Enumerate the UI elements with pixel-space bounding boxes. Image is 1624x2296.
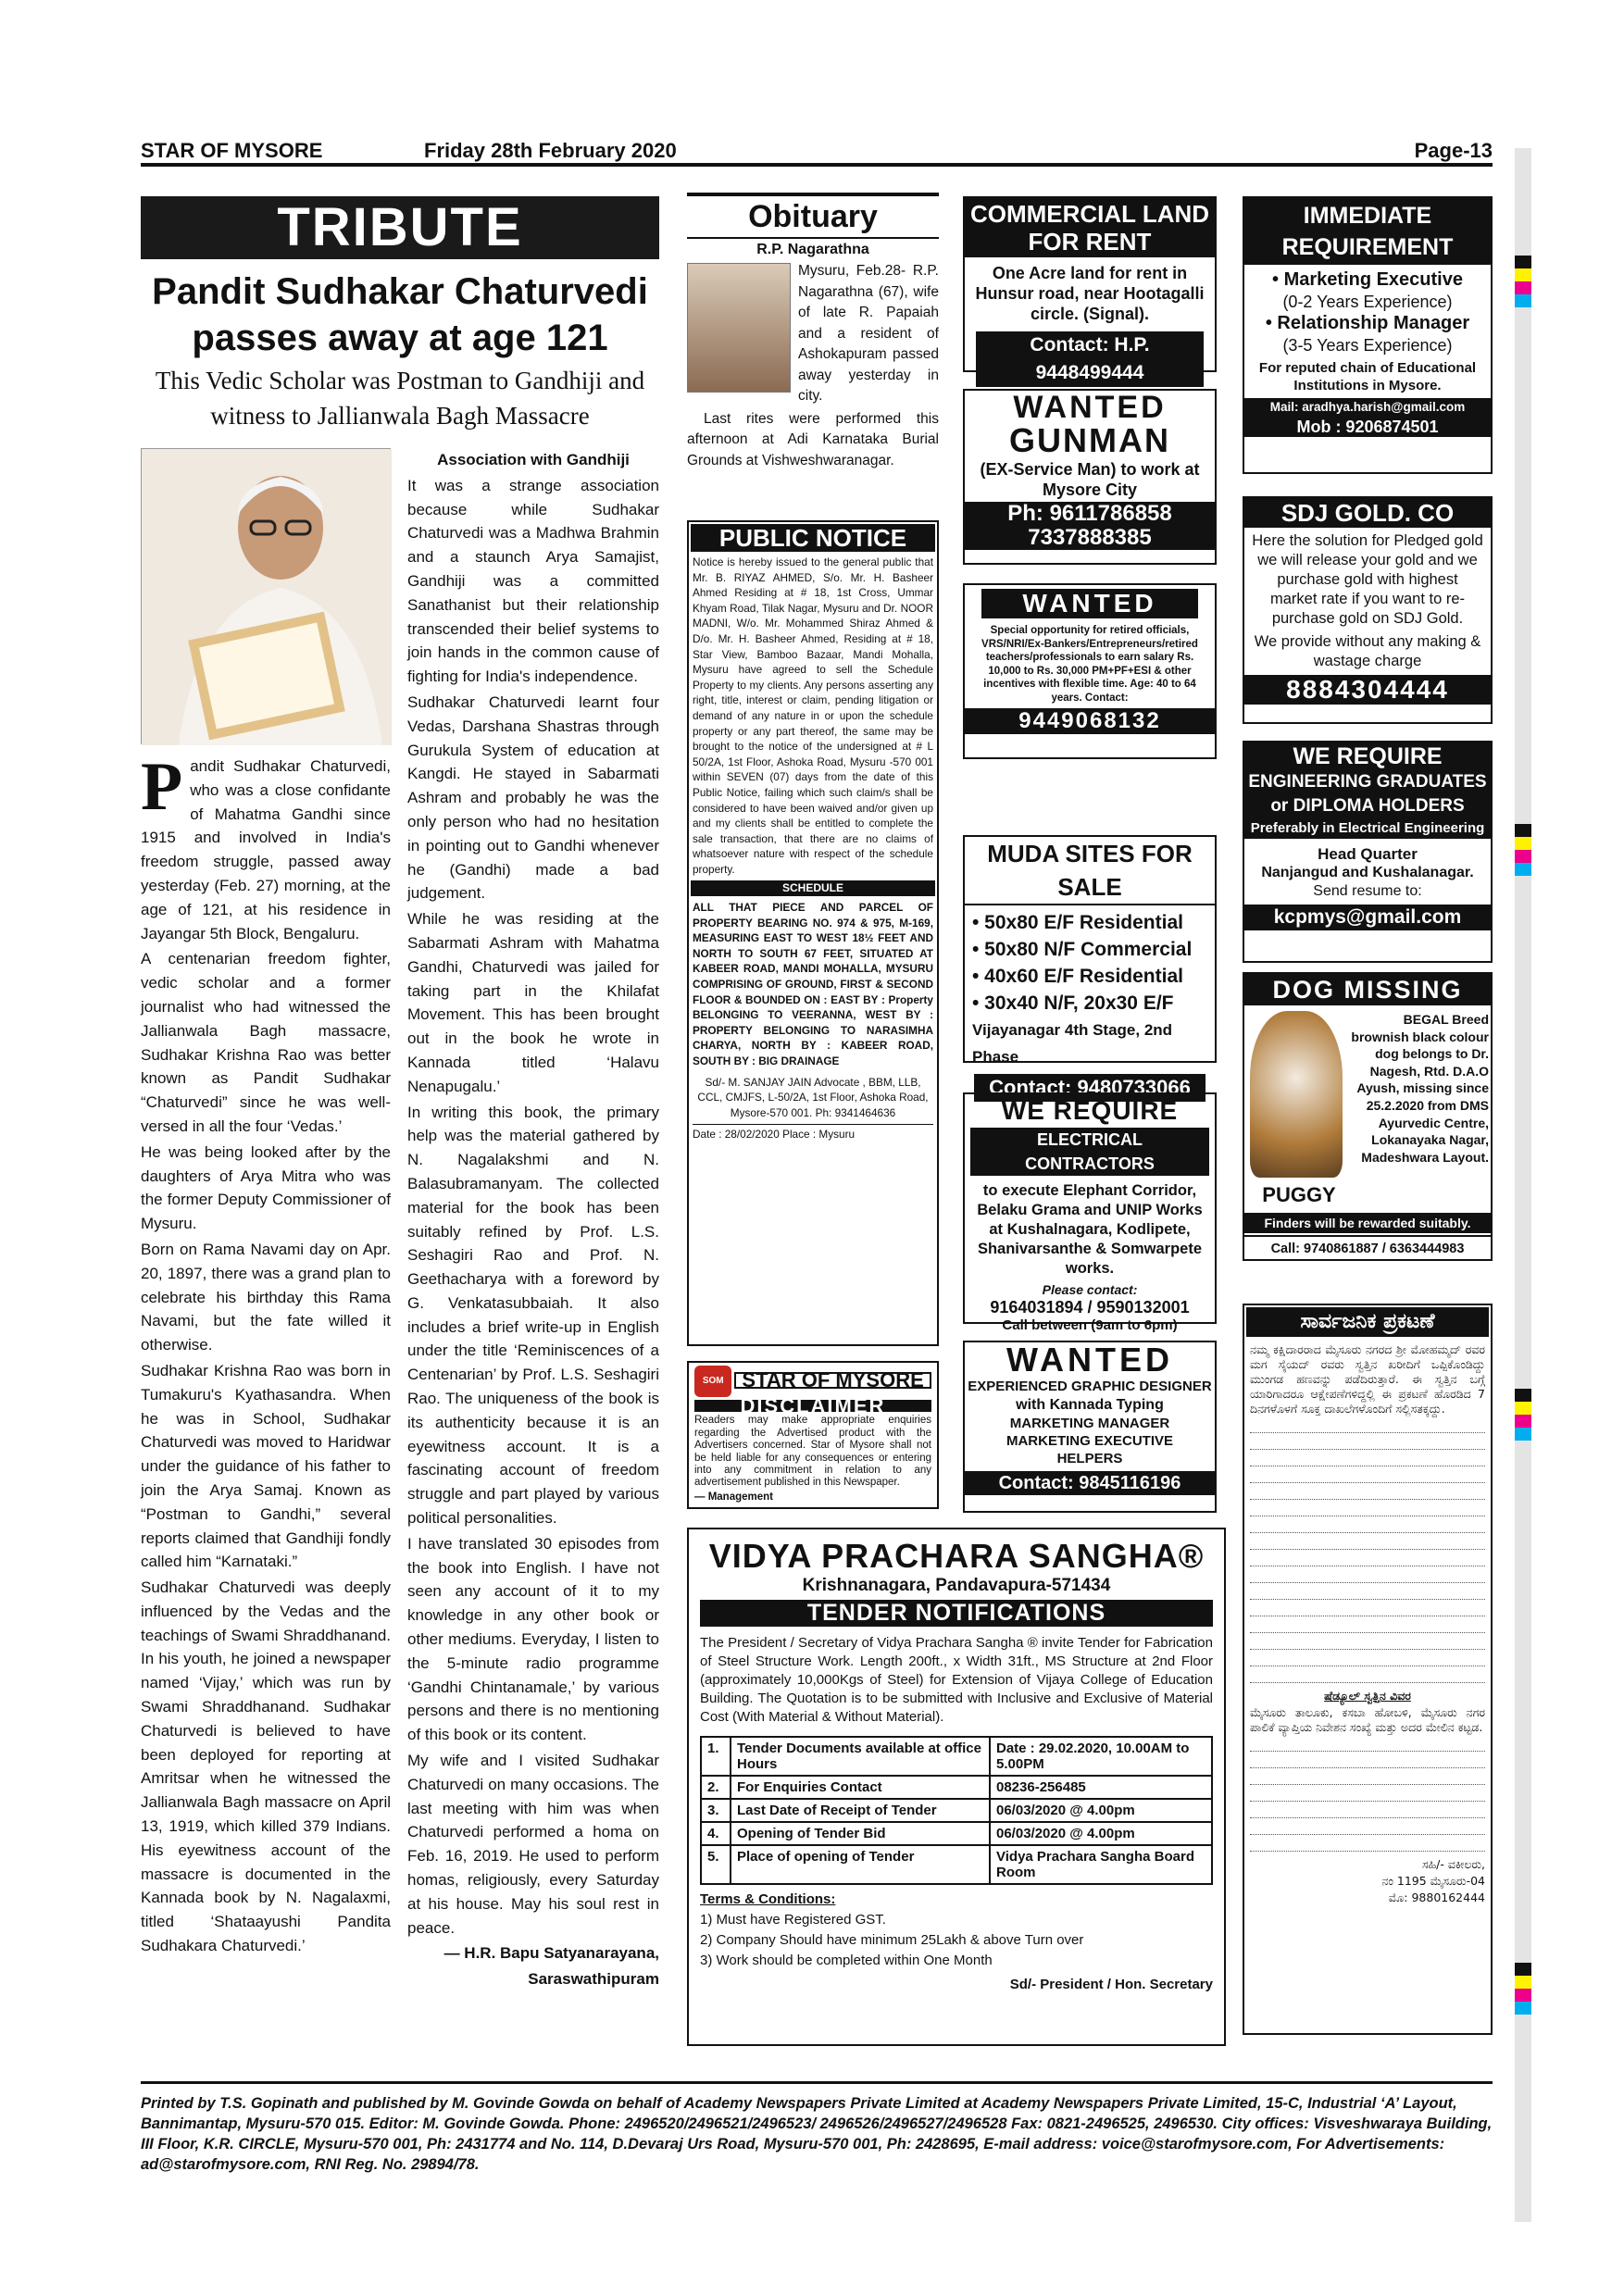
tender-banner: TENDER NOTIFICATIONS xyxy=(700,1600,1213,1627)
row-value: 06/03/2020 @ 4.00pm xyxy=(990,1799,1212,1822)
obituary-name: R.P. Nagarathna xyxy=(756,242,869,257)
tender-table xyxy=(700,1736,1213,1885)
ad-immediate-title: IMMEDIATE REQUIREMENT xyxy=(1244,198,1491,265)
kannada-schedule-title: ಷೆಡ್ಯೂಲ್ ಸ್ವತ್ತಿನ ವಿವರ xyxy=(1324,1689,1411,1703)
ad-dog-name: PUGGY xyxy=(1262,1183,1336,1206)
tribute-column-1 xyxy=(141,749,391,1960)
ad-land-body: One Acre land for rent in Hunsur road, near Hootagalli circle. (Signal). xyxy=(975,264,1205,323)
obituary-photo xyxy=(687,263,791,393)
schedule-body: ALL THAT PIECE AND PARCEL OF PROPERTY BEARING NO. 974 & 975, M-169, MEASURING EAST TO WEST 18½ FEET AND NORTH TO SOUTH 67 FEET, SITUATED AT KABEER ROAD, MANDI MOHALLA, MYSURU COMPRISING OF GROUND, FIRST & SECOND FLOOR & BOUNDED ON : EAST BY : Property BELONGING TO VEERANNA, WEST BY : PROPERTY BELONGING TO NARASIMHA CHARYA, NORTH BY : KABEER ROAD, SOUTH BY : BIG DRAINAGE xyxy=(693,901,933,1067)
ad-wanted-gunman xyxy=(963,389,1217,565)
ad-gold-body: Here the solution for Pledged gold we will release your gold and we purchase gold with highest market rate if you want to re-purchase gold on SDJ Gold. xyxy=(1252,532,1483,627)
disclaimer-body: Readers may make appropriate enquiries regarding the Advertised product with the Advertisers concerned. Star of Mysore shall not be held liable for any consequences or entering into any commitment in relation to any advertisement published in this Newspaper. xyxy=(694,1415,931,1489)
author-place: Saraswathipuram xyxy=(528,1970,659,1989)
page-number: Page-13 xyxy=(1414,139,1493,162)
disclaimer-brand: STAR OF MYSORE xyxy=(734,1372,931,1388)
issue-date: Friday 28th February 2020 xyxy=(424,139,677,162)
star-of-mysore-logo: SOM xyxy=(694,1366,731,1397)
row-number: 3. xyxy=(701,1799,731,1822)
tribute-deck: This Vedic Scholar was Postman to Gandhiji and witness to Jallianwala Bagh Massacre xyxy=(155,367,645,430)
ad-commercial-land xyxy=(963,196,1217,383)
kannada-address: ನಂ 1195 ಮೈಸೂರು-04 xyxy=(1381,1874,1485,1888)
term-item: 1) Must have Registered GST. xyxy=(700,1912,886,1928)
ad-officials-title: WANTED xyxy=(981,589,1198,618)
tribute-paragraph: Sudhakar Chaturvedi was deeply influenced by the Vedas and the teachings of Swami Shraddhanand. In his youth, he joined a newspaper named ‘Vijay,’ which was run by Swami Shraddhanand. Sudhakar Chaturvedi is believed to have been deployed for reporting at Amritsar when he witnessed the Jallianwala Bagh massacre on April 13, 1919, which killed 379 Indians. His eyewitness account of the massacre is documented in the Kannada book by N. Nagalaxmi, titled ‘Shataayushi Pandita Sudhakara Chaturvedi.’ xyxy=(141,1578,391,1955)
tender-sign: Sd/- President / Hon. Secretary xyxy=(1009,1977,1213,1992)
ad-gunman-phone1: Ph: 9611786858 xyxy=(965,502,1215,526)
obituary-body: Mysuru, Feb.28- R.P. Nagarathna (67), wife of late R. Papaiah and a resident of Ashokapuram passed away yesterday in city. xyxy=(798,263,939,404)
ad-dog-reward: Finders will be rewarded suitably. xyxy=(1244,1213,1491,1233)
public-notice-title: PUBLIC NOTICE xyxy=(691,524,935,552)
ad-electrical-hours: Call between (9am to 6pm) xyxy=(1002,1317,1178,1333)
ad-electrical-phones: 9164031894 / 9590132001 xyxy=(990,1298,1190,1316)
obituary-title: Obituary xyxy=(687,193,939,239)
ad-electrical-contractors xyxy=(963,1092,1217,1333)
tribute-headline: Pandit Sudhakar Chaturvedi passes away at age 121 xyxy=(152,271,648,358)
tribute-paragraph: Sudhakar Chaturvedi learnt four Vedas, Darshana Shastras through Gurukula System of education at Kangdi. He stayed in Sabarmati Ashram and probably he was the only person who had no hesitation in pointing out to Gandhi whenever he (Gandhi) made a bad judgement. xyxy=(407,693,659,903)
row-item: Opening of Tender Bid xyxy=(731,1822,990,1845)
registration-mark xyxy=(1515,256,1531,268)
tender-org: VIDYA PRACHARA SANGHA® xyxy=(708,1537,1205,1575)
ad-wanted-graphic-designer xyxy=(963,1341,1217,1513)
disclaimer-sign: — Management xyxy=(694,1491,773,1503)
row-item: Place of opening of Tender xyxy=(731,1845,990,1884)
ad-muda-item: • 30x40 N/F, 20x30 E/F xyxy=(972,992,1174,1014)
registration-mark xyxy=(1515,837,1531,850)
tribute-paragraph: I have translated 30 episodes from the book into English. I have not seen any account of it to my knowledge in any other book or other mediums. Everyday, I listen to the 5-minute radio programme ‘Gandhi Chintanamale,’ by various persons and there is no mentioning of this book or its content. xyxy=(407,1534,659,1744)
registration-mark xyxy=(1515,1989,1531,2002)
table-row xyxy=(701,1776,1212,1799)
row-value: 06/03/2020 @ 4.00pm xyxy=(990,1822,1212,1845)
ad-immediate-role1: • Marketing Executive xyxy=(1272,269,1463,290)
ad-officials-body: Special opportunity for retired officials, VRS/NRI/Ex-Bankers/Entrepreneurs/retired teachers/professionals to earn salary Rs. 10,000 to Rs. 30,000 PM+PF+ESI & other incentives with flexible time. Age: 40 to 64 years. Contact: xyxy=(981,625,1198,704)
registration-mark xyxy=(1515,1428,1531,1441)
tribute-paragraph: It was a strange association because while Sudhakar Chaturvedi was a Madhwa Brahmin and a staunch Arya Samajist, Gandhiji was a committed Sanathanist but their relationship transcended their belief systems to join hands in the common cause of fighting for India's independence. xyxy=(407,476,659,686)
ad-immediate-exp2: (3-5 Years Experience) xyxy=(1282,336,1453,355)
table-row xyxy=(701,1737,1212,1776)
row-item: Tender Documents available at office Hours xyxy=(731,1737,990,1776)
dog-photo xyxy=(1250,1011,1343,1178)
imprint-footer: Printed by T.S. Gopinath and published by M. Govinde Gowda on behalf of Academy Newspapers Private Limited at Academy Newspapers Private Limited, 15-C, Industrial ‘A’ Layout, Bannimantap, Mysuru-570 015. Editor: M. Govinde Gowda. Phone: 2496520/2496521/2496523/ 2496526/2496527/2496528 Fax: 0821-2496525, 2496530. City offices: Visveshwaraya Building, III Floor, K.R. CIRCLE, Mysuru-570 001, Ph: 2431774 and No. 114, D.Devaraj Urs Road, Mysuru-570 001, Ph: 2428695, E-mail address: voice@starofmysore.com, For Advertisements: ad@starofmysore.com, RNI Reg. No. 29894/78. xyxy=(141,2081,1493,2175)
ad-dog-body: BEGAL Breed brownish black colour dog belongs to Dr. Nagesh, Rtd. D.A.O Ayush, missing since 25.2.2020 from DMS Ayurvedic Centre, Lokanayaka Nagar, Madeshwara Layout. xyxy=(1351,1012,1489,1165)
ad-gold-phone: 8884304444 xyxy=(1244,675,1491,705)
page-header xyxy=(141,139,1493,167)
ad-graphic-line5: HELPERS xyxy=(1056,1451,1123,1466)
disclaimer-box xyxy=(687,1361,939,1509)
ad-officials-phone: 9449068132 xyxy=(965,708,1215,734)
ad-muda-item: • 50x80 N/F Commercial xyxy=(972,939,1193,960)
ad-immediate-exp1: (0-2 Years Experience) xyxy=(1282,293,1453,311)
ad-immediate-requirement xyxy=(1243,196,1493,474)
ad-muda-title: MUDA SITES FOR SALE xyxy=(965,837,1215,905)
obituary-rites: Last rites were performed this afternoon at Adi Karnataka Burial Grounds at Vishweshwaranagar. xyxy=(687,410,939,468)
author-name: — H.R. Bapu Satyanarayana, xyxy=(443,1944,659,1963)
row-number: 4. xyxy=(701,1822,731,1845)
ad-electrical-title1: WE REQUIRE xyxy=(1001,1096,1179,1125)
ad-engineering-email: kcpmys@gmail.com xyxy=(1244,905,1491,930)
ad-gunman-title2: GUNMAN xyxy=(1009,421,1170,459)
tribute-banner: TRIBUTE xyxy=(141,196,659,259)
kannada-phone: ಮೊ: 9880162444 xyxy=(1388,1890,1485,1904)
ad-gunman-phone2: 7337888385 xyxy=(965,526,1215,550)
ad-graphic-line2: with Kannada Typing xyxy=(1016,1397,1164,1413)
advocate-signature: Sd/- M. SANJAY JAIN Advocate , BBM, LLB, CCL, CMJFS, L-50/2A, 1st Floor, Ashoka Road, Mysore-570 001. Ph: 9341464636 xyxy=(697,1075,929,1119)
ad-muda-item: • 50x80 E/F Residential xyxy=(972,912,1183,933)
tribute-paragraph: Born on Rama Navami day on Apr. 20, 1897, there was a grand plan to celebrate his birthday this Rama Navami, but the fate willed it otherwise. xyxy=(141,1240,391,1354)
tribute-paragraph: While he was residing at the Sabarmati Ashram with Mahatma Gandhi, Chaturvedi was jailed for taking part in the Khilafat Movement. This has been brought out in the book he wrote in Kannada titled ‘Halavu Nenapugalu.’ xyxy=(407,910,659,1095)
paper-name: STAR OF MYSORE xyxy=(141,139,323,162)
row-value: Vidya Prachara Sangha Board Room xyxy=(990,1845,1212,1884)
ad-graphic-line1: EXPERIENCED GRAPHIC DESIGNER xyxy=(968,1379,1212,1394)
tribute-paragraph: andit Sudhakar Chaturvedi, who was a close confidante of Mahatma Gandhi since 1915 and involved in India's freedom struggle, passed away yesterday (Feb. 27) morning, at the age of 121, at his residence in Jayangar 5th Block, Bengaluru. xyxy=(141,757,391,942)
ad-sdj-gold xyxy=(1243,496,1493,724)
tender-intro: The President / Secretary of Vidya Prachara Sangha ® invite Tender for Fabrication of Steel Structure Work. Length 200ft., x Width 31ft., MS Structure at 2nd Floor (approximately 10,000Kgs of Steel) for Extension of Vijaya College of Education Building. The Quotation is to be submitted with Inclusive and Exclusive of Material Cost (With Material & Without Material). xyxy=(700,1635,1213,1725)
ad-gold-body2: We provide without any making & wastage charge xyxy=(1254,633,1481,669)
ad-graphic-line4: MARKETING EXECUTIVE xyxy=(1006,1433,1173,1449)
ad-muda-item: • 40x60 E/F Residential xyxy=(972,966,1183,987)
row-item: For Enquiries Contact xyxy=(731,1776,990,1799)
kannada-sign: ಸಹಿ/- ವಕೀಲರು, xyxy=(1421,1857,1485,1871)
ad-engineering-hq: Head Quarter xyxy=(1318,845,1418,863)
schedule-label: SCHEDULE xyxy=(691,880,935,896)
registration-mark xyxy=(1515,2002,1531,2015)
registration-strip xyxy=(1515,148,1531,2222)
registration-mark xyxy=(1515,1976,1531,1989)
ad-dog-title: DOG MISSING xyxy=(1244,974,1491,1005)
ad-muda-contact: Contact: 9480733066 xyxy=(974,1074,1206,1102)
ad-electrical-contact-label: Please contact: xyxy=(1042,1282,1138,1297)
public-notice xyxy=(687,520,939,1346)
registration-mark xyxy=(1515,281,1531,294)
tribute-paragraph: Sudhakar Krishna Rao was born in Tumakuru's Kyathasandra. When he was in School, Sudhakar Chaturvedi was moved to Haridwar under the guidance of his father to join the Arya Samaj. Known as “Postman to Gandhi,” several reports claimed that Gandhiji fondly called him “Karnataki.” xyxy=(141,1361,391,1571)
ad-engineering-graduates xyxy=(1243,741,1493,963)
tribute-paragraph: A centenarian freedom fighter, vedic scholar and a former journalist who had witnessed the Jallianwala Bagh massacre, Sudhakar Krishna Rao was better known as Pandit Sudhakar “Chaturvedi” since he was well-versed in all the four ‘Vedas.’ xyxy=(141,950,391,1135)
ad-immediate-role2: • Relationship Manager xyxy=(1265,313,1470,333)
kannada-notice-title: ಸಾರ್ವಜನಿಕ ಪ್ರಕಟಣೆ xyxy=(1246,1307,1489,1337)
row-item: Last Date of Receipt of Tender xyxy=(731,1799,990,1822)
registration-mark xyxy=(1515,850,1531,863)
tribute-paragraph: He was being looked after by the daughters of Arya Mitra who was the former Deputy Commissioner of Mysuru. xyxy=(141,1142,391,1233)
tribute-paragraph: In writing this book, the primary help was the material gathered by N. Nagalakshmi and N. Balasubramanyam. The collected material for the book has been suitably refined by Prof. L.S. Seshagiri Rao and Prof. N. Geethacharya with a foreword by G. Venkatasubbaiah. It also includes a brief write-up in English under the title ‘Reminiscences of a Centenarian’ by Prof. L.S. Seshagiri Rao. The uniqueness of the book is its authenticity because it is an eyewitness account. It is a fascinating account of freedom struggle and part played by various political personalities. xyxy=(407,1103,659,1528)
table-row xyxy=(701,1799,1212,1822)
kannada-public-notice xyxy=(1243,1304,1493,2035)
notice-date: Date : 28/02/2020 Place : Mysuru xyxy=(693,1124,933,1142)
ad-immediate-mob: Mob : 9206874501 xyxy=(1244,417,1491,437)
registration-mark xyxy=(1515,1415,1531,1428)
ad-dog-call: Call: 9740861887 / 6363444983 xyxy=(1244,1235,1491,1261)
tribute-portrait-photo xyxy=(141,448,391,744)
ad-land-title: COMMERCIAL LAND FOR RENT xyxy=(965,198,1215,257)
ad-engineering-title3: or DIPLOMA HOLDERS xyxy=(1244,794,1491,818)
terms-title: Terms & Conditions: xyxy=(700,1891,836,1907)
ad-gunman-title1: WANTED xyxy=(1013,390,1167,425)
registration-mark xyxy=(1515,1389,1531,1402)
registration-mark xyxy=(1515,294,1531,307)
table-row xyxy=(701,1822,1212,1845)
ad-muda-sites xyxy=(963,835,1217,1099)
ad-graphic-title: WANTED xyxy=(1006,1341,1173,1379)
ad-gunman-body: (EX-Service Man) to work at Mysore City xyxy=(980,460,1200,499)
kannada-notice-body: ನಮ್ಮ ಕಕ್ಷಿದಾರರಾದ ಮೈಸೂರು ನಗರದ ಶ್ರೀ ಮೋಹಮ್ಮದ್ ರವರ ಮಗ ಸೈಯದ್ ರವರು ಸ್ವತ್ತಿನ ಖರೀದಿಗೆ ಒಪ್ಪಿಕೊಂಡಿದ್ದು ಮುಂಗಡ ಹಣವನ್ನು ಪಡೆದಿರುತ್ತಾರೆ. ಈ ಸ್ವತ್ತಿನ ಬಗ್ಗೆ ಯಾರಿಗಾದರೂ ಆಕ್ಷೇಪಣೆಗಳಿದ್ದಲ್ಲಿ ಈ ಪ್ರಕಟಣೆ ಹೊರಡಿದ 7 ದಿನಗಳೊಳಗೆ ಸೂಕ್ತ ದಾಖಲೆಗಳೊಂದಿಗೆ ಸಲ್ಲಿಸತಕ್ಕದ್ದು. xyxy=(1250,1342,1485,1416)
ad-immediate-mail: Mail: aradhya.harish@gmail.com xyxy=(1244,398,1491,417)
ad-engineering-title1: WE REQUIRE xyxy=(1244,742,1491,770)
tribute-column-2 xyxy=(407,448,659,1993)
ad-engineering-resume: Send resume to: xyxy=(1313,883,1422,899)
obituary-section xyxy=(687,193,939,473)
registration-mark xyxy=(1515,1402,1531,1415)
row-number: 1. xyxy=(701,1737,731,1776)
ad-gold-title: SDJ GOLD. CO xyxy=(1244,498,1491,528)
ad-graphic-contact: Contact: 9845116196 xyxy=(965,1471,1215,1495)
term-item: 3) Work should be completed within One Month xyxy=(700,1953,993,1968)
registration-mark xyxy=(1515,863,1531,876)
ad-engineering-title4: Preferably in Electrical Engineering xyxy=(1244,818,1491,839)
tender-location: Krishnanagara, Pandavapura-571434 xyxy=(802,1576,1111,1595)
ad-wanted-officials xyxy=(963,583,1217,759)
ad-land-contact: Contact: H.P. 9448499444 xyxy=(976,331,1204,387)
ad-engineering-title2: ENGINEERING GRADUATES xyxy=(1244,770,1491,794)
registration-mark xyxy=(1515,1963,1531,1976)
registration-mark xyxy=(1515,824,1531,837)
tender-notification xyxy=(687,1528,1226,2046)
ad-graphic-line3: MARKETING MANAGER xyxy=(1009,1416,1170,1431)
row-number: 5. xyxy=(701,1845,731,1884)
row-value: Date : 29.02.2020, 10.00AM to 5.00PM xyxy=(990,1737,1212,1776)
row-number: 2. xyxy=(701,1776,731,1799)
term-item: 2) Company Should have minimum 25Lakh & above Turn over xyxy=(700,1932,1084,1948)
tribute-paragraph: My wife and I visited Sudhakar Chaturvedi on many occasions. The last meeting with him was when Chaturvedi performed a homa on Feb. 16, 2019. He used to perform homas, religiously, every Saturday at his house. May his soul rest in peace. xyxy=(407,1752,659,1937)
ad-dog-missing xyxy=(1243,972,1493,1261)
ad-engineering-places: Nanjangud and Kushalanagar. xyxy=(1261,865,1474,880)
disclaimer-title: DISCLAIMER xyxy=(694,1400,931,1412)
ad-electrical-title2: ELECTRICAL CONTRACTORS xyxy=(970,1128,1209,1176)
ad-electrical-body: to execute Elephant Corridor, Belaku Grama and UNIP Works at Kushalnagara, Kodlipete, Shanivarsanthe & Somwarpete works. xyxy=(977,1182,1203,1277)
public-notice-body: Notice is hereby issued to the general public that Mr. B. RIYAZ AHMED, S/o. Mr. H. Basheer Ahmed Residing at # 18, 1st Cross, Ummar Khyam Road, Tilak Nagar, Mysuru and Dr. NOOR MADNI, W/o. Mr. Mohammed Shiraz Ahmed & D/o. Mr. H. Basheer Ahmed, Residing at # 18, Star View, Bamboo Bazaar, Mandi Mohalla, Mysuru have agreed to sell the Schedule Property to my clients. Any persons asserting any right, title, interest or claim, pending litigation or demand of any nature in or upon the schedule property or any part thereof, the same may be brought to the notice of the undersigned at # L 50/2A, 1st Floor, Ashoka Road, Mysuru -570 001 within SEVEN (07) days from the date of this Public Notice, failing which such claim/s shall be considered to have been waived and/or given up and my clients shall be entitled to complete the sale transaction, that there are no claims of whatsoever nature with respect of the schedule property. xyxy=(693,555,933,876)
row-value: 08236-256485 xyxy=(990,1776,1212,1799)
ad-immediate-note: For reputed chain of Educational Institutions in Mysore. xyxy=(1258,360,1477,393)
kannada-schedule: ಮೈಸೂರು ತಾಲೂಕು, ಕಸಬಾ ಹೋಬಳಿ, ಮೈಸೂರು ನಗರ ಪಾಲಿಕೆ ವ್ಯಾಪ್ತಿಯ ನಿವೇಶನ ಸಂಖ್ಯೆ ಮತ್ತು ಅದರ ಮೇಲಿನ ಕಟ್ಟಡ. xyxy=(1250,1705,1485,1734)
ad-muda-location: Vijayanagar 4th Stage, 2nd Phase xyxy=(972,1021,1173,1066)
registration-mark xyxy=(1515,268,1531,281)
drop-cap: P xyxy=(141,749,183,825)
tribute-subhead: Association with Gandhiji xyxy=(437,451,630,468)
table-row xyxy=(701,1845,1212,1884)
